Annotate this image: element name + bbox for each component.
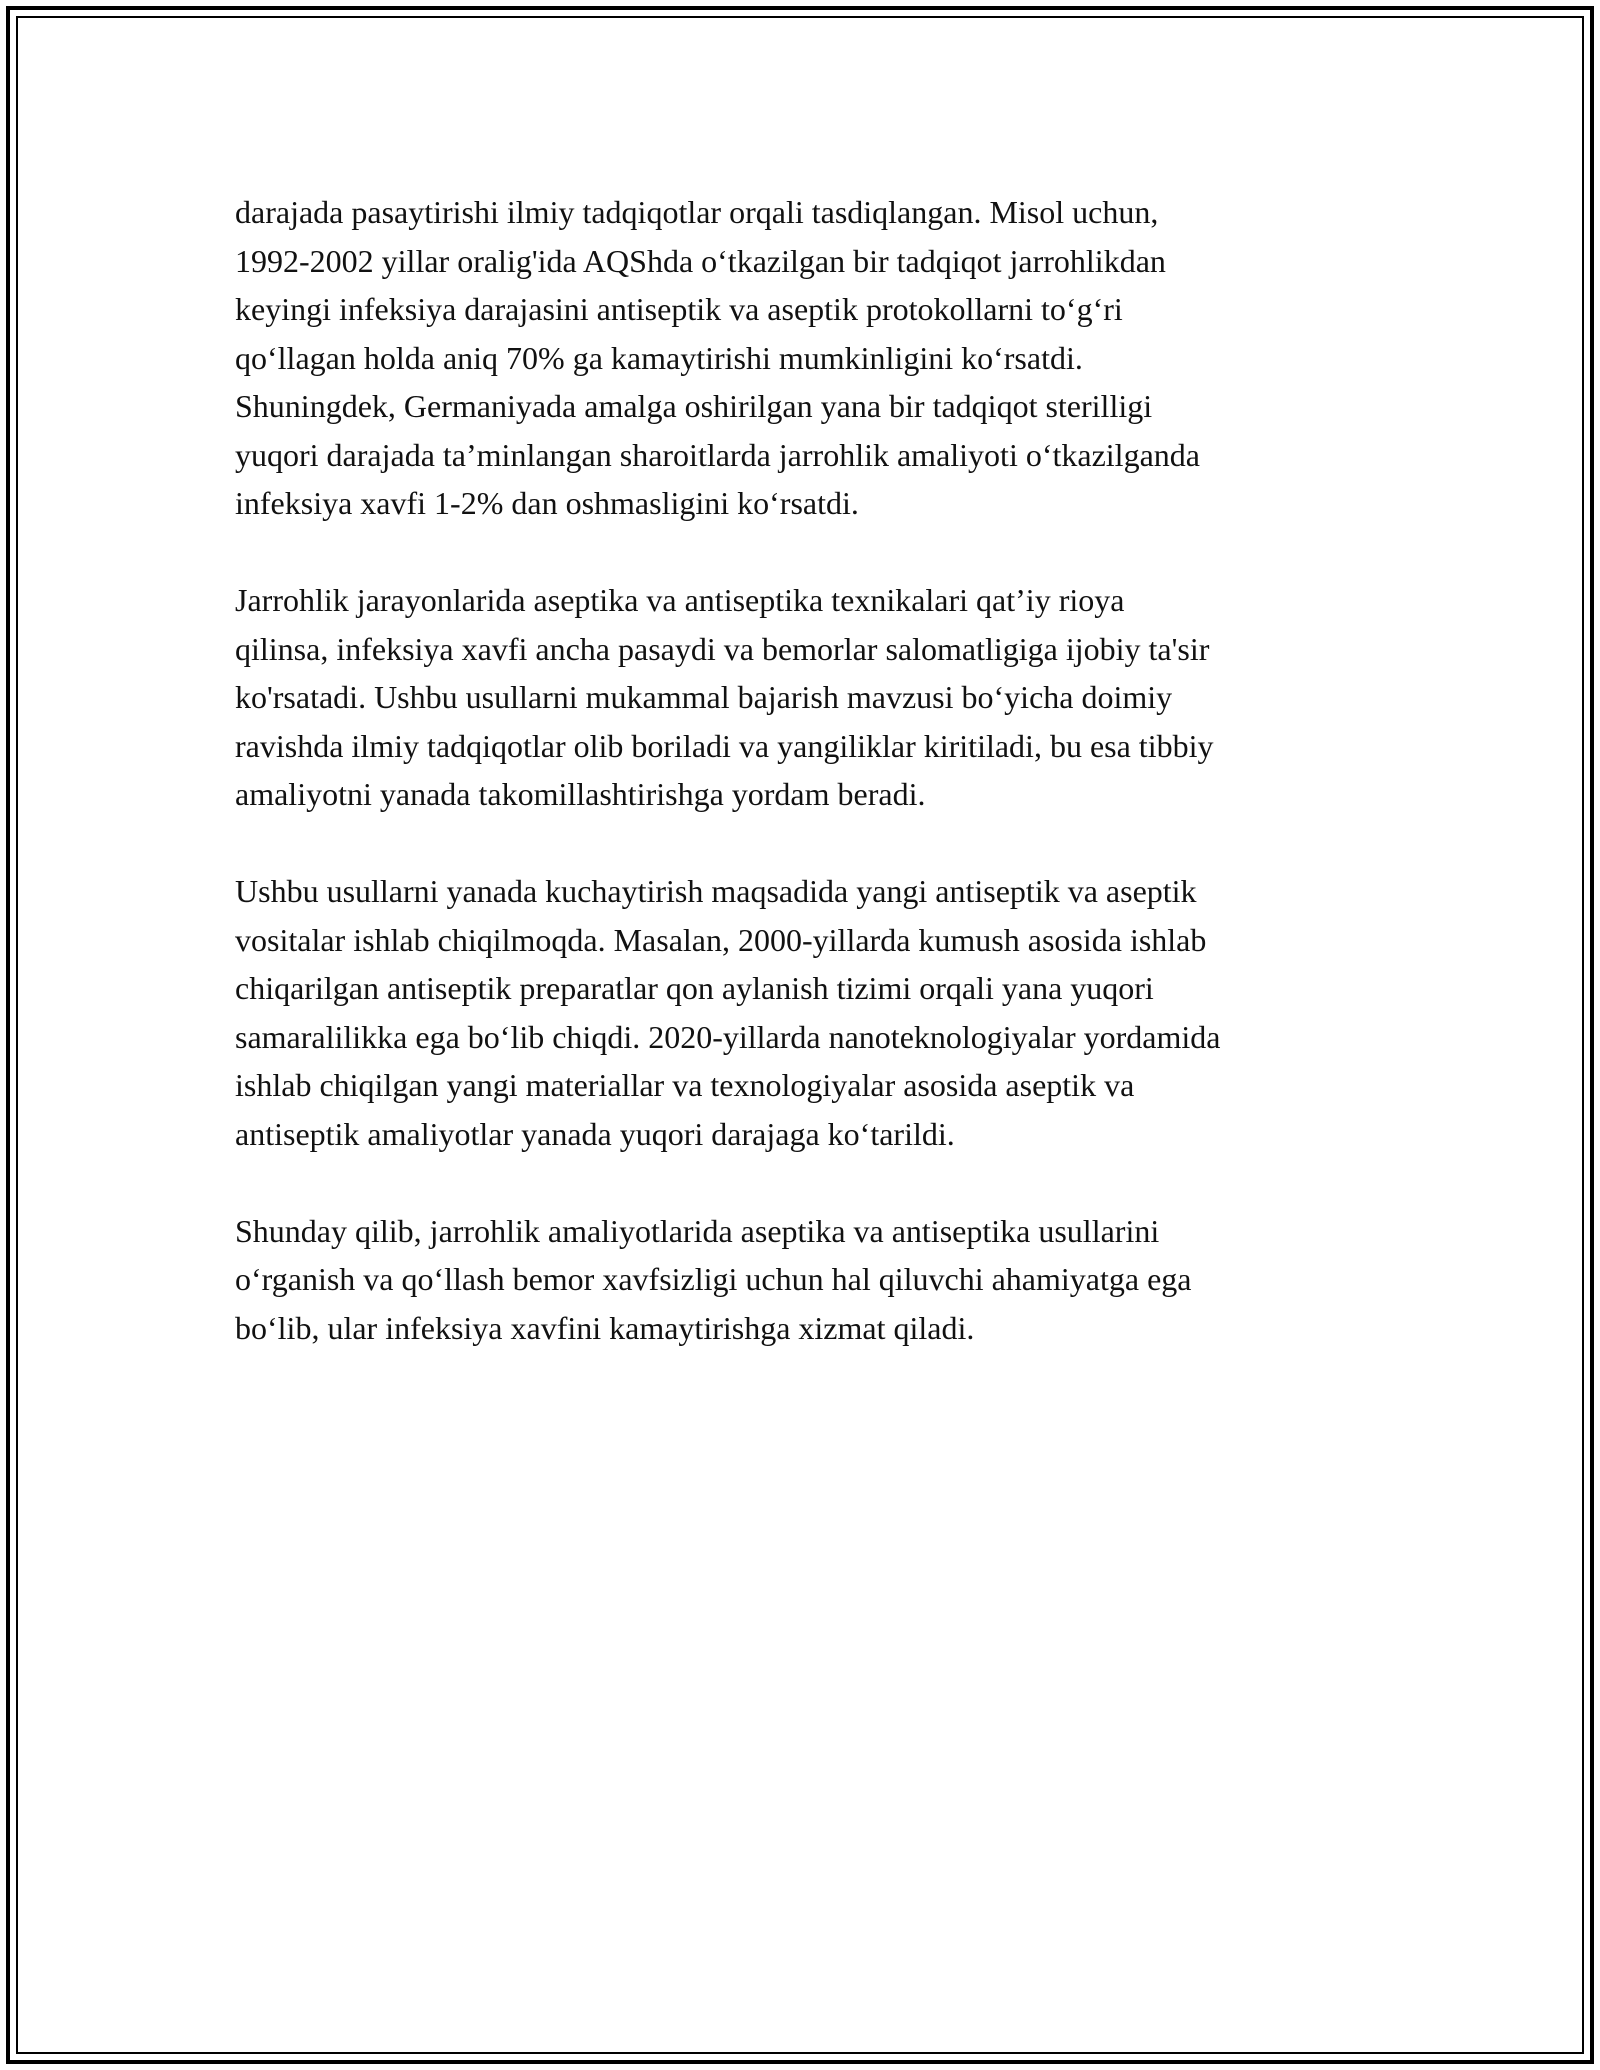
paragraph-3: Ushbu usullarni yanada kuchaytirish maqsadida yangi antiseptik va aseptik vositalar ishlab chiqilmoqda. Masalan, 2000-yillarda kumush asosida ishlab chiqarilgan antiseptik preparatlar qon aylanish tizimi orqali yana yuqori samaralilikka ega bo‘lib chiqdi. 2020-yillarda nanoteknologiyalar yordamida ishlab chiqilgan yangi materiallar va texnologiyalar asosida aseptik va antiseptik amaliyotlar yanada yuqori darajaga ko‘tarildi. xyxy=(235,873,1221,1152)
paragraph-2: Jarrohlik jarayonlarida aseptika va antiseptika texnikalari qat’iy rioya qilinsa, infeksiya xavfi ancha pasaydi va bemorlar salomatligiga ijobiy ta'sir ko'rsatadi. Ushbu usullarni mukammal bajarish mavzusi bo‘yicha doimiy ravishda ilmiy tadqiqotlar olib boriladi va yangiliklar kiritiladi, bu esa tibbiy amaliyotni yanada takomillashtirishga yordam beradi. xyxy=(235,582,1214,812)
paragraph-4: Shunday qilib, jarrohlik amaliyotlarida aseptika va antiseptika usullarini o‘rganish va qo‘llash bemor xavfsizligi uchun hal qiluvchi ahamiyatga ega bo‘lib, ular infeksiya xavfini kamaytirishga xizmat qiladi. xyxy=(235,1212,1192,1346)
document-body xyxy=(235,188,1370,1401)
paragraph-1: darajada pasaytirishi ilmiy tadqiqotlar orqali tasdiqlangan. Misol uchun, 1992-2002 yillar oralig'ida AQShda o‘tkazilgan bir tadqiqot jarrohlikdan keyingi infeksiya darajasini antiseptik va aseptik protokollarni to‘g‘ri qo‘llagan holda aniq 70% ga kamaytirishi mumkinligini ko‘rsatdi. Shuningdek, Germaniyada amalga oshirilgan yana bir tadqiqot sterilligi yuqori darajada ta’minlangan sharoitlarda jarrohlik amaliyoti o‘tkazilganda infeksiya xavfi 1-2% dan oshmasligini ko‘rsatdi. xyxy=(235,194,1200,521)
